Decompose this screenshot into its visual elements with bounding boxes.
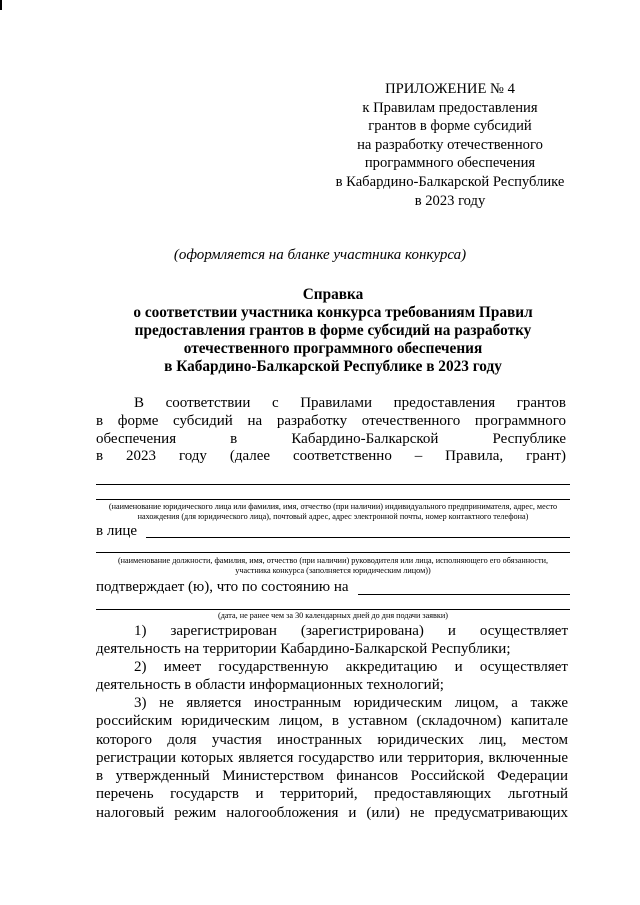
confirm-label: подтверждает (ю), что по состоянию на — [96, 579, 349, 595]
item-line: российским юридическим лицом, в уставном (складочном) капитале — [96, 713, 568, 730]
annex-line: в 2023 году — [414, 192, 486, 209]
date-line-2[interactable] — [96, 609, 570, 610]
annex-number: ПРИЛОЖЕНИЕ № 4 — [385, 81, 515, 97]
intro-line: обеспечения в Кабардино-Балкарской Республике — [96, 430, 566, 447]
org-name-line-2[interactable] — [96, 499, 570, 500]
annex-line: программного обеспечения — [364, 155, 536, 172]
title-line: о соответствии участника конкурса требованиям Правил — [133, 304, 533, 321]
person-caption — [96, 556, 570, 576]
person-name-line-1[interactable] — [146, 537, 570, 538]
caption-line: (наименование юридического лица или фамилия, имя, отчество (при наличии) индивидуального предпринимателя, адрес, место — [108, 502, 558, 511]
list-item-3 — [96, 694, 568, 822]
person-name-line-2[interactable] — [96, 552, 570, 553]
date-caption: (дата, не ранее чем за 30 календарных дней до дня подачи заявки) — [217, 611, 449, 620]
annex-line: на разработку отечественного — [357, 136, 543, 153]
intro-line: В соответствии с Правилами предоставления грантов — [134, 395, 566, 411]
org-caption — [96, 502, 570, 522]
caption-line: нахождения (для юридического лица), почтовый адрес, адрес электронной почты, номер контактного телефона) — [137, 512, 529, 521]
item-line: 3) не является иностранным юридическим лицом, а также — [134, 695, 568, 711]
form-note: (оформляется на бланке участника конкурса) — [173, 247, 467, 263]
title-line: в Кабардино-Балкарской Республике в 2023 году — [164, 358, 502, 375]
annex-header — [300, 80, 600, 210]
item-line: 2) имеет государственную аккредитацию и осуществляет — [134, 659, 568, 675]
caption-line: участника конкурса (заполняется юридическим лицом)) — [235, 566, 431, 575]
caption-line: (наименование должности, фамилия, имя, отчество (при наличии) руководителя или лица, исполняющего его обязанности, — [117, 556, 549, 565]
title-line: отечественного программного обеспечения — [183, 340, 483, 357]
scan-edge-mark — [0, 0, 5, 10]
org-name-line-1[interactable] — [96, 484, 570, 485]
title-heading: Справка — [302, 286, 364, 303]
annex-line: к Правилам предоставления — [362, 99, 538, 116]
item-line: перечень государств и территорий, предоставляющих льготный — [96, 786, 568, 803]
title-line: предоставления грантов в форме субсидий на разработку — [134, 322, 532, 339]
item-line: налоговый режим налогообложения и (или) не предусматривающих — [96, 804, 568, 821]
item-line: деятельность на территории Кабардино-Балкарской Республики; — [96, 641, 511, 658]
item-line: регистрации которых является государство или территория, включенные — [96, 749, 568, 766]
item-line: в утвержденный Министерством финансов Российской Федерации — [96, 768, 568, 785]
intro-line: в форме субсидий на разработку отечественного программного — [96, 412, 566, 429]
item-line: 1) зарегистрирован (зарегистрирована) и осуществляет — [134, 623, 568, 639]
annex-line: в Кабардино-Балкарской Республике — [335, 173, 565, 190]
date-line-1[interactable] — [358, 594, 570, 595]
list-item-2 — [96, 658, 568, 695]
annex-line: грантов в форме субсидий — [368, 118, 532, 135]
list-item-1 — [96, 622, 568, 659]
document-title — [90, 286, 576, 376]
intro-paragraph — [96, 395, 566, 466]
item-line: которого доля участия иностранных юридических лиц, местом — [96, 731, 568, 748]
item-line: деятельность в области информационных технологий; — [96, 677, 444, 694]
person-label: в лице — [96, 523, 138, 539]
intro-line: в 2023 году (далее соответственно – Правила, грант) — [96, 448, 566, 465]
